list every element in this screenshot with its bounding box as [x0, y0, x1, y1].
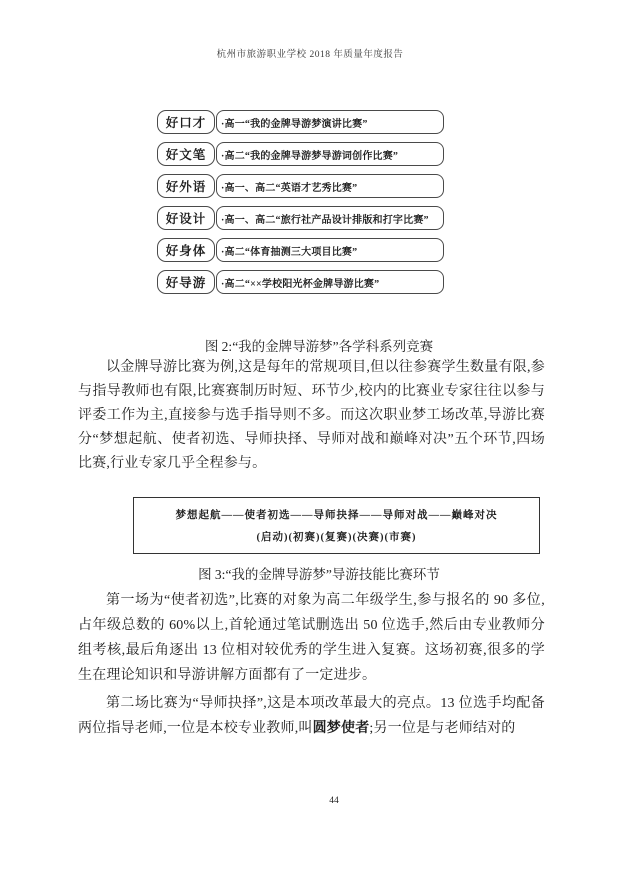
row-content: ·高一、高二“旅行社产品设计排版和打字比赛” [216, 206, 444, 230]
page-header-title: 杭州市旅游职业学校 2018 年质量年度报告 [216, 50, 404, 60]
row-label: 好导游 [157, 270, 215, 294]
row-content: ·高二“体育抽测三大项目比赛” [216, 238, 444, 262]
row-label: 好口才 [157, 110, 215, 134]
body-paragraph-3 [78, 691, 545, 741]
diagram-row [157, 206, 444, 230]
row-label: 好外语 [157, 174, 215, 198]
diagram-row [157, 270, 444, 294]
row-content: ·高一“我的金牌导游梦演讲比赛” [216, 110, 444, 134]
figure3-flowbox [133, 497, 540, 554]
body-paragraph-1: 以金牌导游比赛为例,这是每年的常规项目,但以往参赛学生数量有限,参与指导教师也有限,比赛赛制历时短、环节少,校内的比赛业专家往往以参与评委工作为主,直接参与选手指导则不多。而这次职业梦工场改革,导游比赛分“梦想起航、使者初选、导师抉择、导师对战和巅峰对决”五个环节,四场比赛,行业专家几乎全程参与。 [78, 360, 545, 471]
diagram-row [157, 142, 444, 166]
page-number: 44 [329, 796, 339, 806]
row-label: 好设计 [157, 206, 215, 230]
para3-bold-term: 圆梦使者 [312, 721, 370, 736]
body-paragraph-2: 第一场为“使者初选”,比赛的对象为高二年级学生,参与报名的 90 多位,占年级总数的 60%以上,首轮通过笔试删选出 50 位选手,然后由专业教师分组考核,最后角逐出 13 位相对较优秀的学生进入复赛。这场初赛,很多的学生在理论知识和导游讲解方面都有了一定进步。 [78, 593, 545, 683]
figure2-caption: 图 2:“我的金牌导游梦”各学科系列竞赛 [204, 339, 434, 354]
row-label: 好文笔 [157, 142, 215, 166]
diagram-row [157, 174, 444, 198]
figure2-diagram [157, 110, 444, 302]
row-label: 好身体 [157, 238, 215, 262]
flowbox-stages-line: 梦想起航——使者初选——导师抉择——导师对战——巅峰对决 [175, 510, 498, 521]
flowbox-labels-line: (启动)(初赛)(复赛)(决赛)(市赛) [256, 532, 417, 543]
para3-text: ;另一位是与老师结对的 [369, 721, 516, 736]
row-content: ·高一、高二“英语才艺秀比赛” [216, 174, 444, 198]
diagram-row [157, 238, 444, 262]
figure3-caption: 图 3:“我的金牌导游梦”导游技能比赛环节 [198, 567, 440, 582]
para3-text: 第二场比赛为“导师抉择”,这是本项改革最大的亮点。13 位选手均配备两位指导老师,一位是本校专业教师,叫 [78, 696, 545, 736]
diagram-row [157, 110, 444, 134]
row-content: ·高二“××学校阳光杯金牌导游比赛” [216, 270, 444, 294]
row-content: ·高二“我的金牌导游梦导游词创作比赛” [216, 142, 444, 166]
